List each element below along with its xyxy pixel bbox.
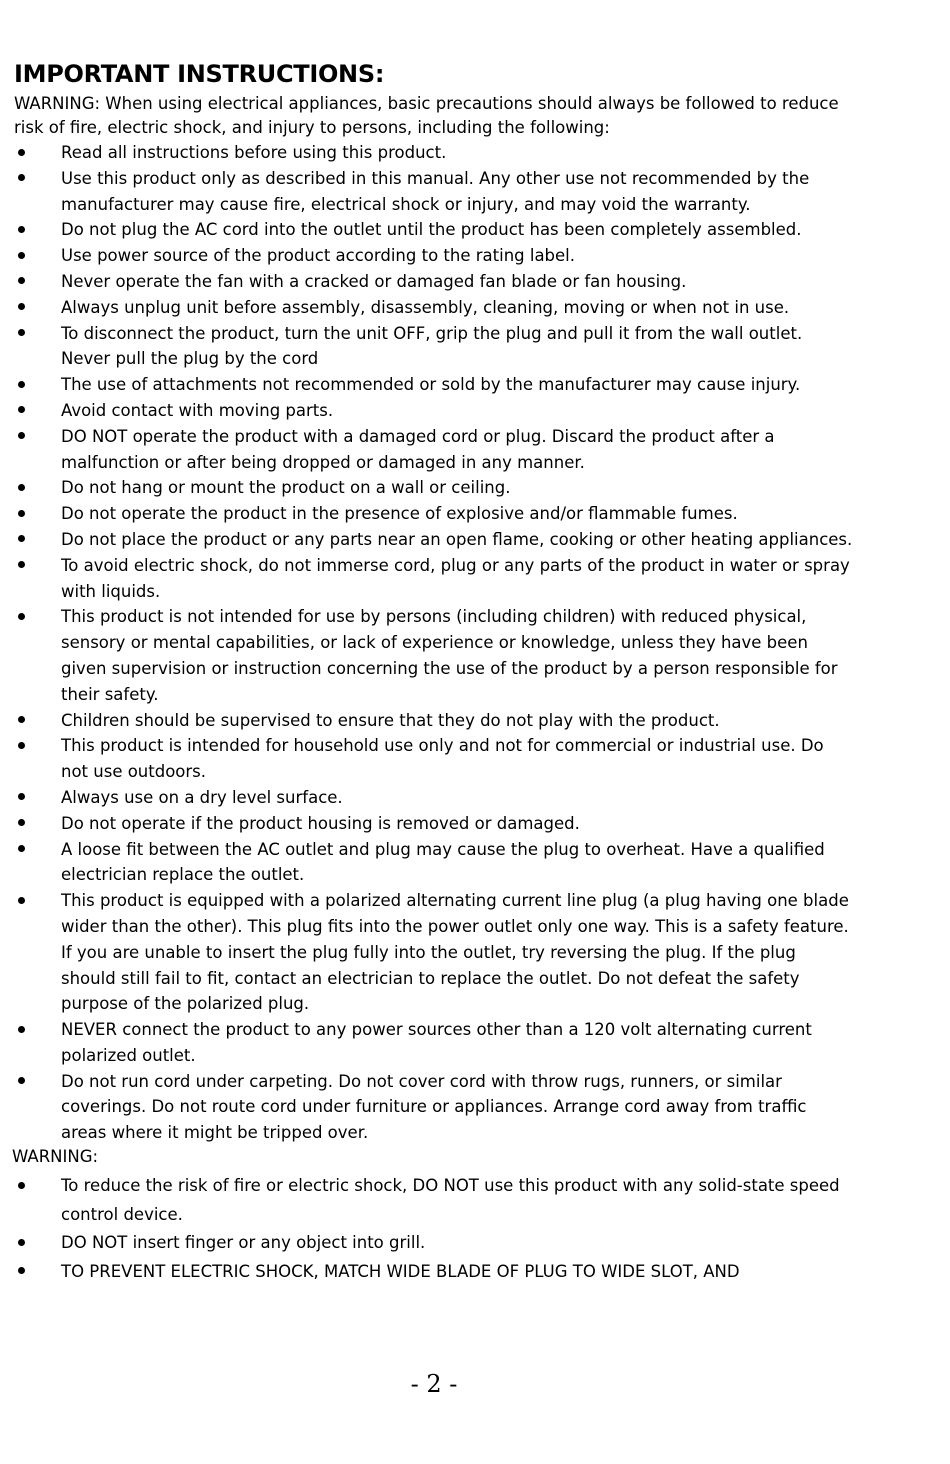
bullet-icon (14, 372, 28, 398)
list-item (14, 243, 854, 269)
list-item (14, 295, 854, 321)
list-item (14, 140, 854, 166)
bullet-icon (14, 398, 28, 424)
bullet-icon (14, 501, 28, 527)
list-item-text: Do not plug the AC cord into the outlet until the product has been completely assembled. (61, 220, 802, 240)
list-item-text: Do not operate the product in the presence of explosive and/or flammable fumes. (61, 504, 738, 524)
list-item (14, 553, 854, 605)
bullet-icon (14, 269, 28, 295)
list-item-text: Do not place the product or any parts near an open flame, cooking or other heating appliances. (61, 529, 853, 549)
list-item (14, 217, 854, 243)
list-item-text: Use power source of the product according to the rating label. (61, 246, 576, 266)
page-number: - 2 - (410, 1370, 458, 1398)
list-item (14, 321, 854, 373)
list-item (14, 733, 854, 785)
list-item (14, 1017, 854, 1069)
list-item (14, 527, 854, 553)
list-item-text: DO NOT operate the product with a damaged cord or plug. Discard the product after a malfunction or after being dropped or damaged in any manner. (61, 426, 775, 472)
instruction-list (14, 140, 854, 1146)
list-item-text: Use this product only as described in this manual. Any other use not recommended by the manufacturer may cause fire, electrical shock or injury, and may void the warranty. (61, 168, 810, 214)
list-item-text: This product is intended for household use only and not for commercial or industrial use. Do not use outdoors. (61, 736, 824, 782)
list-item (14, 837, 854, 889)
bullet-icon (14, 140, 28, 166)
bullet-icon (14, 243, 28, 269)
list-item-text: TO PREVENT ELECTRIC SHOCK, MATCH WIDE BLADE OF PLUG TO WIDE SLOT, AND (61, 1261, 740, 1281)
bullet-icon (14, 604, 28, 630)
list-item-text: The use of attachments not recommended or sold by the manufacturer may cause injury. (61, 375, 801, 395)
list-item (14, 372, 854, 398)
bullet-icon (14, 837, 28, 863)
bullet-icon (14, 424, 28, 450)
list-item (14, 811, 854, 837)
document-page (14, 58, 854, 1286)
bullet-icon (14, 1172, 28, 1201)
bullet-icon (14, 1229, 28, 1258)
list-item (14, 269, 854, 295)
list-item (14, 1069, 854, 1146)
list-item (14, 424, 854, 476)
bullet-icon (14, 1069, 28, 1095)
bullet-icon (14, 888, 28, 914)
list-item (14, 398, 854, 424)
list-item (14, 1258, 854, 1287)
list-item-text: Do not run cord under carpeting. Do not cover cord with throw rugs, runners, or similar coverings. Do not route cord under furniture or appliances. Arrange cord away from traffic areas where it might be tripped over. (61, 1071, 807, 1143)
bullet-icon (14, 217, 28, 243)
list-item-text: This product is not intended for use by persons (including children) with reduced physical, sensory or mental capabilities, or lack of experience or knowledge, unless they have been given supervision or instruction concerning the use of the product by a person responsible for their safety. (61, 607, 838, 704)
bullet-icon (14, 553, 28, 579)
list-item-text: A loose fit between the AC outlet and plug may cause the plug to overheat. Have a qualified electrician replace the outlet. (61, 839, 825, 885)
list-item (14, 475, 854, 501)
bullet-icon (14, 1017, 28, 1043)
list-item-text: DO NOT insert finger or any object into grill. (61, 1233, 426, 1253)
bullet-icon (14, 708, 28, 734)
list-item-text: Always unplug unit before assembly, disassembly, cleaning, moving or when not in use. (61, 297, 790, 317)
bullet-icon (14, 475, 28, 501)
list-item-text: Children should be supervised to ensure that they do not play with the product. (61, 710, 720, 730)
list-item-text: To avoid electric shock, do not immerse cord, plug or any parts of the product in water or spray with liquids. (61, 555, 850, 601)
list-item-text: This product is equipped with a polarized alternating current line plug (a plug having one blade wider than the other). This plug fits into the power outlet only one way. This is a safety feature. If you are unable to insert the plug fully into the outlet, try reversing the plug. If the plug should still fail to fit, contact an electrician to replace the outlet. Do not defeat the safety purpose of the polarized plug. (61, 891, 849, 1014)
list-item (14, 708, 854, 734)
list-item (14, 1229, 854, 1258)
bullet-icon (14, 166, 28, 192)
bullet-icon (14, 785, 28, 811)
list-item (14, 166, 854, 218)
bullet-icon (14, 1258, 28, 1287)
bullet-icon (14, 295, 28, 321)
list-item-text: Avoid contact with moving parts. (61, 400, 334, 420)
list-item-text: Do not operate if the product housing is removed or damaged. (61, 813, 580, 833)
list-item (14, 785, 854, 811)
list-item-text: Do not hang or mount the product on a wall or ceiling. (61, 478, 511, 498)
bullet-icon (14, 527, 28, 553)
bullet-icon (14, 733, 28, 759)
list-item-text: NEVER connect the product to any power sources other than a 120 volt alternating current polarized outlet. (61, 1020, 812, 1065)
list-item-text: Never operate the fan with a cracked or damaged fan blade or fan housing. (61, 271, 687, 291)
bullet-icon (14, 811, 28, 837)
list-item (14, 501, 854, 527)
list-item (14, 604, 854, 707)
list-item (14, 888, 854, 1017)
bullet-icon (14, 321, 28, 347)
warning-list (14, 1172, 854, 1286)
list-item (14, 1172, 854, 1229)
list-item-text: Read all instructions before using this product. (61, 143, 447, 162)
list-item-text: Always use on a dry level surface. (61, 787, 343, 807)
list-item-text: To reduce the risk of fire or electric shock, DO NOT use this product with any solid-state speed control device. (61, 1176, 840, 1224)
intro-warning: WARNING: When using electrical appliances, basic precautions should always be followed to reduce risk of fire, electric shock, and injury to persons, including the following: (14, 94, 839, 137)
list-item-text: To disconnect the product, turn the unit OFF, grip the plug and pull it from the wall outlet. Never pull the plug by the cord (61, 323, 803, 369)
page-title: IMPORTANT INSTRUCTIONS: (14, 60, 385, 88)
warning-heading: WARNING: (12, 1147, 99, 1167)
